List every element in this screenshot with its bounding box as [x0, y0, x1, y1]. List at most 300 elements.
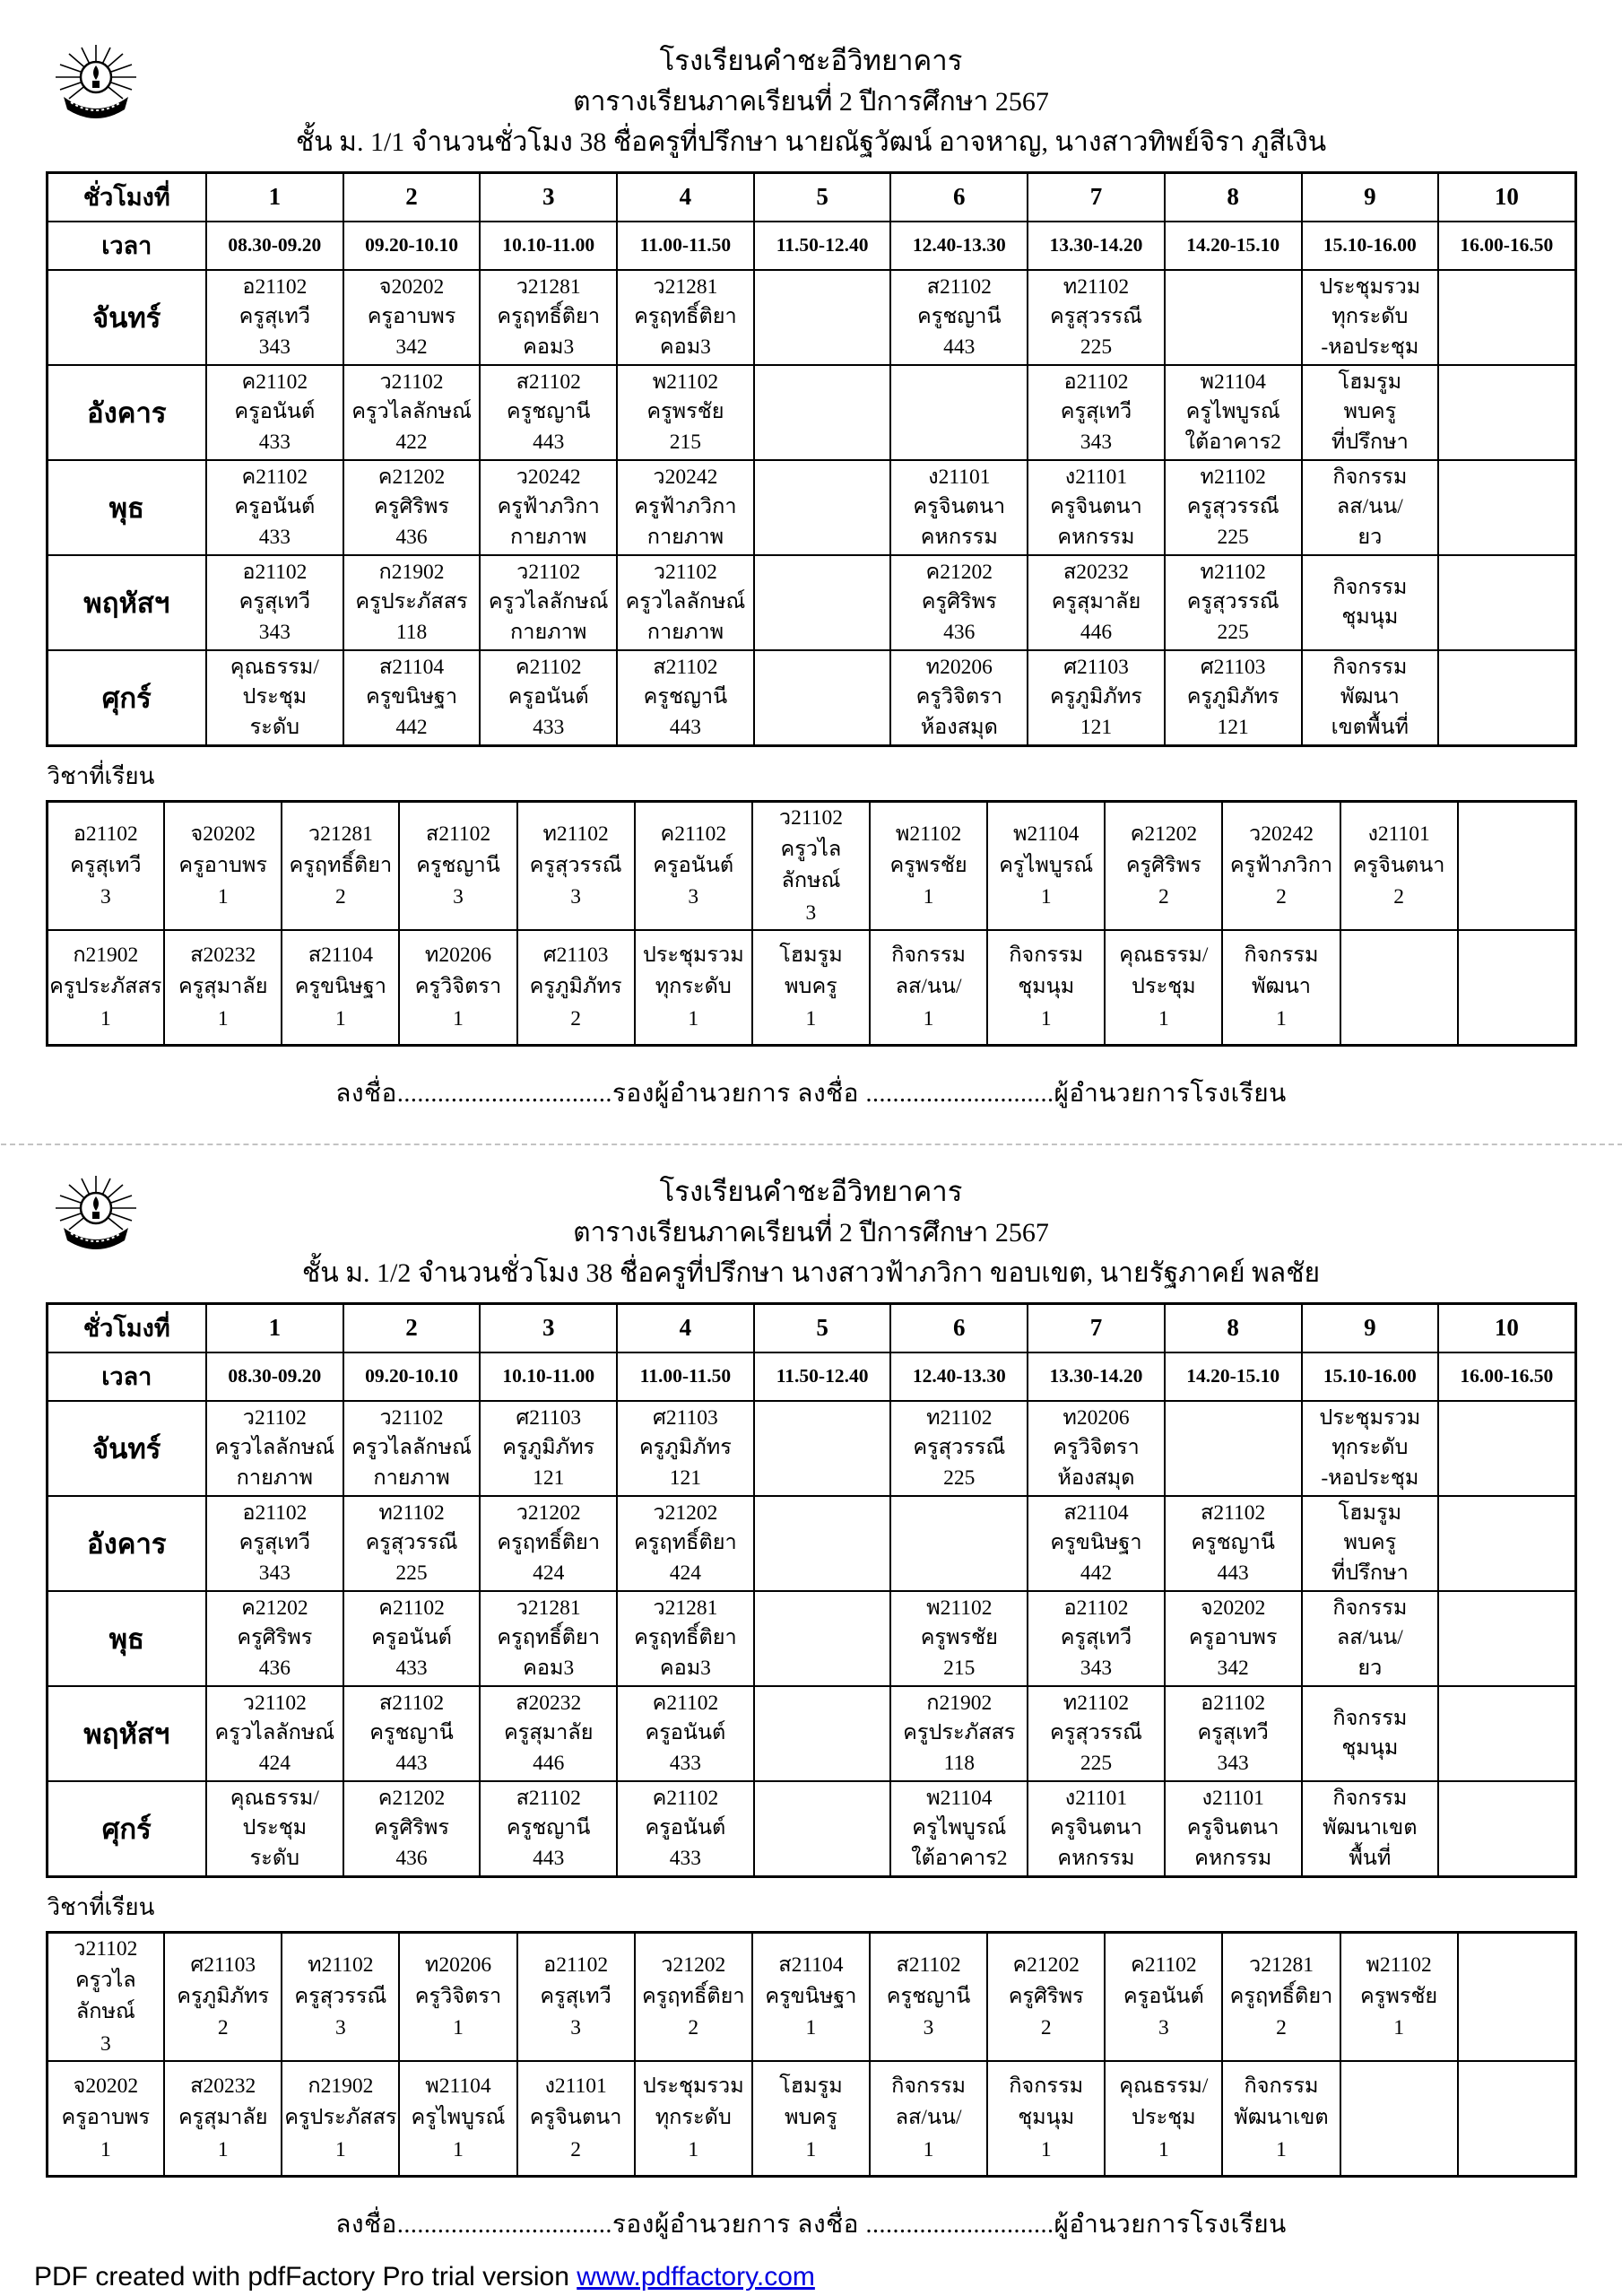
- cell-line: อ21102: [242, 1500, 308, 1525]
- school-logo-icon: [51, 43, 141, 126]
- cell-line: ครูจินตนา: [913, 495, 1006, 519]
- lesson-cell: [617, 1591, 754, 1686]
- cell-line: พ21102: [652, 370, 719, 394]
- time-range: 10.10-11.00: [480, 1352, 617, 1401]
- period-number: 3: [480, 1303, 617, 1352]
- lesson-cell: [1165, 460, 1302, 555]
- cell-line: 225: [1217, 620, 1249, 644]
- lesson-cell: [1438, 1401, 1575, 1496]
- time-range: 09.20-10.10: [343, 1352, 481, 1401]
- cell-line: ครูขนิษฐา: [765, 1984, 857, 2008]
- cell-line: ครูอาบพร: [367, 305, 456, 329]
- lesson-cell: [754, 1496, 891, 1591]
- cell-line: 2: [570, 1006, 581, 1031]
- cell-line: ส20232: [1063, 560, 1130, 584]
- cell-line: ครูวิจิตรา: [414, 1984, 502, 2008]
- lesson-cell: [1438, 1686, 1575, 1781]
- lesson-cell: [617, 270, 754, 365]
- lesson-cell: [890, 365, 1028, 460]
- period-number: 5: [754, 172, 891, 222]
- cell-line: ส21102: [516, 1786, 581, 1810]
- cell-line: ครูชญานี: [916, 305, 1002, 329]
- cell-line: 215: [669, 430, 702, 454]
- cell-line: เขตพื้นที่: [1331, 715, 1409, 739]
- cell-line: กิจกรรม: [891, 944, 967, 968]
- period-number: 4: [617, 1303, 754, 1352]
- subject-cell: [1222, 1932, 1340, 2061]
- lesson-cell: [1302, 365, 1439, 460]
- lesson-cell: [1302, 1496, 1439, 1591]
- cell-line: 1: [217, 2137, 229, 2161]
- cell-line: 3: [923, 2016, 934, 2039]
- cell-line: ครูวไลลักษณ์: [214, 1436, 335, 1460]
- lesson-cell: [1302, 1781, 1439, 1877]
- lesson-cell: [754, 1591, 891, 1686]
- term-title: ตารางเรียนภาคเรียนที่ 2 ปีการศึกษา 2567: [573, 86, 1049, 117]
- period-number: 8: [1165, 172, 1302, 222]
- time-range: 13.30-14.20: [1028, 1352, 1165, 1401]
- cell-line: 3: [570, 2016, 581, 2039]
- cell-line: ท20206: [925, 655, 993, 679]
- cell-line: กายภาพ: [510, 525, 587, 549]
- lesson-cell: [480, 270, 617, 365]
- lesson-cell: [1302, 460, 1439, 555]
- subject-cell: [987, 2061, 1105, 2177]
- cell-line: ครูสุวรรณี: [1050, 1721, 1142, 1745]
- school-name: โรงเรียนคำชะอีวิทยาคาร: [659, 1175, 963, 1207]
- subject-cell: [987, 930, 1105, 1046]
- cell-line: 121: [1217, 715, 1249, 739]
- cell-line: คอม3: [659, 335, 711, 359]
- class-info: ชั้น ม. 1/1 จำนวนชั่วโมง 38 ชื่อครูที่ปรึกษา นายณัฐวัฒน์ อาจหาญ, นางสาวทิพย์จิรา ภูสีเงิน: [295, 126, 1327, 157]
- day-name: พฤหัสฯ: [47, 555, 206, 650]
- cell-line: ประชุมรวม: [1319, 1405, 1421, 1430]
- timetable-section-m1-1: [46, 41, 1577, 1113]
- cell-line: ว21281: [516, 1596, 581, 1620]
- lesson-cell: [1302, 650, 1439, 746]
- cell-line: กายภาพ: [510, 620, 587, 644]
- cell-line: 1: [100, 2137, 111, 2161]
- cell-line: ศ21103: [516, 1405, 582, 1430]
- cell-line: 3: [100, 885, 111, 909]
- lesson-cell: [1028, 1496, 1165, 1591]
- cell-line: กิจกรรม: [1332, 465, 1408, 489]
- period-header: ชั่วโมงที่: [47, 1303, 206, 1352]
- cell-line: ค21102: [241, 370, 308, 394]
- lesson-cell: [754, 650, 891, 746]
- lesson-cell: [480, 1686, 617, 1781]
- cell-line: ครูฤทธิ์ติยา: [641, 1984, 745, 2008]
- cell-line: 2: [688, 2016, 699, 2039]
- cell-line: ครูสุวรรณี: [294, 1984, 387, 2008]
- lesson-cell: [1438, 460, 1575, 555]
- subject-cell: [517, 801, 635, 930]
- cell-line: ครูพรชัย: [646, 400, 724, 424]
- period-number: 9: [1302, 172, 1439, 222]
- pdffactory-link[interactable]: www.pdffactory.com: [577, 2262, 815, 2292]
- lesson-cell: [890, 1496, 1028, 1591]
- cell-line: 1: [100, 1006, 111, 1031]
- cell-line: กายภาพ: [373, 1465, 450, 1490]
- cell-line: ศ21103: [1200, 655, 1266, 679]
- cell-line: 1: [1040, 885, 1052, 909]
- cell-line: ครูวิจิตรา: [915, 685, 1002, 709]
- cell-line: ว20242: [516, 465, 581, 489]
- lesson-cell: [343, 460, 481, 555]
- subjects-table-m1-2: [46, 1931, 1577, 2178]
- lesson-cell: [1438, 1496, 1575, 1591]
- subject-cell: [517, 2061, 635, 2177]
- cell-line: ครูประภัสสร: [284, 2106, 397, 2130]
- cell-line: ว21102: [379, 370, 444, 394]
- cell-line: ประชุม: [242, 685, 308, 709]
- cell-line: 443: [533, 1846, 565, 1870]
- lesson-cell: [1302, 555, 1439, 650]
- day-row: [47, 1781, 1575, 1877]
- cell-line: ครูฟ้าภวิกา: [634, 495, 737, 519]
- school-logo-icon: [51, 1174, 141, 1257]
- cell-line: กิจกรรม: [1009, 2074, 1084, 2098]
- period-number: 7: [1028, 172, 1165, 222]
- subject-cell: [282, 1932, 399, 2061]
- cell-line: กิจกรรม: [1332, 1706, 1408, 1730]
- cell-line: ครูอนันต์: [507, 685, 589, 709]
- time-range: 12.40-13.30: [890, 222, 1028, 270]
- cell-line: ค21102: [652, 1691, 719, 1715]
- cell-line: 225: [1080, 1751, 1113, 1775]
- cell-line: 1: [923, 1006, 934, 1031]
- lesson-cell: [890, 270, 1028, 365]
- cell-line: 436: [395, 1846, 428, 1870]
- lesson-cell: [480, 650, 617, 746]
- cell-line: 446: [533, 1751, 565, 1775]
- lesson-cell: [754, 1401, 891, 1496]
- subject-cell: [399, 2061, 516, 2177]
- cell-line: ครูสุมาลัย: [1051, 590, 1141, 614]
- cell-line: ว21202: [653, 1500, 718, 1525]
- cell-line: ประชุมรวม: [642, 2074, 744, 2098]
- cell-line: ครูภูมิภัทร: [1186, 685, 1279, 709]
- cell-line: พ21102: [895, 822, 962, 846]
- cell-line: 3: [1158, 2016, 1169, 2039]
- cell-line: 3: [570, 885, 581, 909]
- lesson-cell: [1302, 1686, 1439, 1781]
- subject-cell: [752, 1932, 870, 2061]
- cell-line: 2: [334, 885, 346, 909]
- cell-line: ท21102: [1063, 1691, 1130, 1715]
- cell-line: คหกรรม: [1057, 525, 1135, 549]
- cell-line: 342: [395, 335, 428, 359]
- cell-line: ครูอนันต์: [653, 853, 734, 877]
- day-row: [47, 1401, 1575, 1496]
- cell-line: ศ21103: [190, 1952, 256, 1977]
- cell-line: พบครู: [785, 975, 837, 999]
- cell-line: คหกรรม: [920, 525, 998, 549]
- pdf-footer-text: PDF created with pdfFactory Pro trial version: [34, 2262, 577, 2292]
- cell-line: ท21102: [1200, 465, 1266, 489]
- cell-line: ครูจินตนา: [1186, 1816, 1279, 1840]
- lesson-cell: [206, 555, 343, 650]
- cell-line: ค21202: [377, 1786, 446, 1810]
- cell-line: คอม3: [523, 1656, 575, 1680]
- cell-line: ห้องสมุด: [1057, 1465, 1135, 1490]
- cell-line: ครูประภัสสร: [903, 1721, 1016, 1745]
- lesson-cell: [343, 1591, 481, 1686]
- period-number: 6: [890, 1303, 1028, 1352]
- cell-line: ทุกระดับ: [1331, 1436, 1409, 1460]
- cell-line: ค21102: [378, 1596, 445, 1620]
- cell-line: ทุกระดับ: [655, 975, 732, 999]
- cell-line: ครูสุเทวี: [1060, 1626, 1132, 1650]
- cell-line: 225: [1217, 525, 1249, 549]
- cell-line: 2: [1040, 2016, 1052, 2039]
- cell-line: ครูชญานี: [643, 685, 728, 709]
- period-number: 1: [206, 1303, 343, 1352]
- cell-line: ง21101: [1367, 822, 1430, 846]
- lesson-cell: [890, 460, 1028, 555]
- cell-line: ครูสุมาลัย: [178, 975, 268, 999]
- cell-line: ค21202: [1130, 822, 1198, 846]
- subject-cell: [164, 930, 282, 1046]
- day-row: [47, 270, 1575, 365]
- day-name: พฤหัสฯ: [47, 1686, 206, 1781]
- cell-line: 2: [1158, 885, 1169, 909]
- cell-line: ครูไพบูรณ์: [1185, 400, 1280, 424]
- cell-line: ครูศิริพร: [1008, 1984, 1084, 2008]
- cell-line: ครูสุวรรณี: [1050, 305, 1142, 329]
- cell-line: โฮมรูม: [1338, 1500, 1402, 1525]
- cell-line: อ21102: [1201, 1691, 1266, 1715]
- subject-cell: [47, 1932, 164, 2061]
- cell-line: ครูอนันต์: [371, 1626, 452, 1650]
- cell-line: ส21102: [1201, 1500, 1266, 1525]
- time-range: 11.50-12.40: [754, 222, 891, 270]
- day-row: [47, 650, 1575, 746]
- cell-line: ประชุม: [1132, 975, 1196, 999]
- cell-line: จ20202: [378, 274, 445, 299]
- lesson-cell: [343, 1781, 481, 1877]
- cell-line: ครูจินตนา: [1050, 1816, 1142, 1840]
- cell-line: ครูชญานี: [886, 1984, 971, 2008]
- cell-line: ครูจินตนา: [529, 2106, 622, 2130]
- subject-cell: [164, 801, 282, 930]
- cell-line: 442: [1080, 1561, 1113, 1585]
- cell-line: ครูชญานี: [1191, 1531, 1275, 1555]
- cell-line: ทุกระดับ: [1331, 305, 1409, 329]
- subject-cell: [164, 1932, 282, 2061]
- cell-line: 436: [258, 1656, 291, 1680]
- cell-line: 436: [943, 620, 976, 644]
- time-header: เวลา: [47, 222, 206, 270]
- cell-line: ทุกระดับ: [655, 2106, 732, 2130]
- cell-line: ง21101: [1064, 465, 1128, 489]
- cell-line: ใต้อาคาร2: [911, 1846, 1008, 1870]
- cell-line: ครูฤทธิ์ติยา: [497, 1531, 601, 1555]
- cell-line: ง21101: [544, 2074, 607, 2098]
- cell-line: ศ21103: [653, 1405, 718, 1430]
- cell-line: ง21101: [1201, 1786, 1264, 1810]
- lesson-cell: [754, 1781, 891, 1877]
- cell-line: ครูอนันต์: [234, 495, 316, 519]
- subjects-label: วิชาที่เรียน: [47, 762, 155, 789]
- cell-line: พ21104: [1013, 822, 1080, 846]
- lesson-cell: [343, 365, 481, 460]
- lesson-cell: [1302, 1591, 1439, 1686]
- cell-line: พ21102: [1366, 1952, 1432, 1977]
- lesson-cell: [480, 1591, 617, 1686]
- cell-line: ส21104: [778, 1952, 844, 1977]
- cell-line: 3: [100, 2031, 111, 2056]
- cell-line: ครูภูมิภัทร: [1050, 685, 1142, 709]
- cell-line: พัฒนาเขต: [1323, 1816, 1418, 1840]
- lesson-cell: [754, 365, 891, 460]
- cell-line: พ21104: [926, 1786, 993, 1810]
- cell-line: ครูศิริพร: [374, 495, 450, 519]
- cell-line: ครูฤทธิ์ติยา: [634, 1626, 737, 1650]
- lesson-cell: [343, 1496, 481, 1591]
- cell-line: พัฒนา: [1251, 975, 1311, 999]
- day-name: ศุกร์: [47, 1781, 206, 1877]
- time-range: 08.30-09.20: [206, 222, 343, 270]
- cell-line: ท20206: [1063, 1405, 1130, 1430]
- cell-line: ว21202: [661, 1952, 726, 1977]
- cell-line: ศ21103: [1063, 655, 1129, 679]
- subject-cell: [1105, 930, 1222, 1046]
- cell-line: ส21102: [516, 370, 581, 394]
- subject-cell: [1458, 801, 1575, 930]
- time-range: 09.20-10.10: [343, 222, 481, 270]
- subject-cell: [987, 1932, 1105, 2061]
- cell-line: ว21102: [242, 1691, 307, 1715]
- lesson-cell: [1165, 270, 1302, 365]
- cell-line: 433: [533, 715, 565, 739]
- cell-line: พัฒนา: [1340, 685, 1400, 709]
- lesson-cell: [1028, 1591, 1165, 1686]
- cell-line: 424: [533, 1561, 565, 1585]
- cell-line: จ20202: [73, 2074, 139, 2098]
- subjects-label: วิชาที่เรียน: [47, 1893, 155, 1920]
- cell-line: 2: [570, 2137, 581, 2161]
- cell-line: 1: [1393, 2016, 1404, 2039]
- cell-line: ครูสุวรรณี: [365, 1531, 458, 1555]
- cell-line: คอม3: [523, 335, 575, 359]
- cell-line: ที่ปรึกษา: [1331, 1561, 1409, 1585]
- lesson-cell: [206, 650, 343, 746]
- subject-cell: [1340, 930, 1458, 1046]
- cell-line: ครูสุเทวี: [239, 305, 311, 329]
- cell-line: ง21101: [928, 465, 991, 489]
- lesson-cell: [1165, 650, 1302, 746]
- day-row: [47, 1496, 1575, 1591]
- subject-cell: [164, 2061, 282, 2177]
- cell-line: ครูสุมาลัย: [178, 2106, 268, 2130]
- cell-line: โฮมรูม: [779, 944, 843, 968]
- cell-line: ท20206: [424, 944, 492, 968]
- cell-line: ค21102: [241, 465, 308, 489]
- cell-line: ที่ปรึกษา: [1331, 430, 1409, 454]
- cell-line: อ21102: [1063, 370, 1129, 394]
- cell-line: ว21102: [242, 1405, 307, 1430]
- lesson-cell: [890, 1401, 1028, 1496]
- cell-line: ชุมนุม: [1018, 975, 1075, 999]
- cell-line: ว21102: [778, 805, 843, 830]
- subject-cell: [1458, 2061, 1575, 2177]
- cell-line: ครูจินตนา: [1352, 853, 1445, 877]
- time-range: 14.20-15.10: [1165, 1352, 1302, 1401]
- cell-line: ค21102: [515, 655, 582, 679]
- lesson-cell: [206, 1591, 343, 1686]
- day-name: อังคาร: [47, 1496, 206, 1591]
- cell-line: ส21102: [425, 822, 491, 846]
- time-range: 08.30-09.20: [206, 1352, 343, 1401]
- cell-line: ครูภูมิภัทร: [502, 1436, 595, 1460]
- subject-cell: [47, 930, 164, 1046]
- lesson-cell: [1438, 555, 1575, 650]
- cell-line: ส21104: [378, 655, 445, 679]
- lesson-cell: [617, 1496, 754, 1591]
- cell-line: 1: [453, 2016, 464, 2039]
- cell-line: ครูอนันต์: [645, 1721, 726, 1745]
- cell-line: 1: [1158, 2137, 1169, 2161]
- subject-cell: [399, 801, 516, 930]
- cell-line: 1: [334, 2137, 346, 2161]
- cell-line: ครูประภัสสร: [49, 975, 162, 999]
- cell-line: ครูไพบูรณ์: [912, 1816, 1007, 1840]
- subject-cell: [1340, 2061, 1458, 2177]
- lesson-cell: [1028, 1686, 1165, 1781]
- cell-line: ครูขนิษฐา: [365, 685, 458, 709]
- cell-line: ครูวไลลักษณ์: [351, 400, 472, 424]
- cell-line: 443: [943, 335, 976, 359]
- cell-line: ครูสุเทวี: [1197, 1721, 1269, 1745]
- lesson-cell: [343, 1401, 481, 1496]
- cell-line: ยว: [1357, 525, 1383, 549]
- time-range: 16.00-16.50: [1438, 222, 1575, 270]
- lesson-cell: [480, 1496, 617, 1591]
- cell-line: กิจกรรม: [1332, 1596, 1408, 1620]
- cell-line: ครูอนันต์: [645, 1816, 726, 1840]
- subject-cell: [399, 930, 516, 1046]
- cell-line: 3: [334, 2016, 346, 2039]
- signature-line: ลงชื่อ................................รองผู้อำนวยการ ลงชื่อ ............................ผู้อำนวยการโรงเรียน: [335, 2210, 1287, 2239]
- cell-line: 1: [805, 1006, 817, 1031]
- cell-line: 1: [688, 1006, 699, 1031]
- cell-line: ครูภูมิภัทร: [529, 975, 622, 999]
- lesson-cell: [206, 1496, 343, 1591]
- cell-line: ครูวไลลักษณ์: [74, 1969, 136, 2024]
- cell-line: 446: [1080, 620, 1113, 644]
- cell-line: ลส/นน/: [1336, 1626, 1403, 1650]
- cell-line: ครูประภัสสร: [355, 590, 468, 614]
- cell-line: ส21104: [1063, 1500, 1129, 1525]
- cell-line: ครูจินตนา: [1050, 495, 1142, 519]
- cell-line: 225: [943, 1465, 976, 1490]
- signature-line: ลงชื่อ................................รองผู้อำนวยการ ลงชื่อ ............................ผู้อำนวยการโรงเรียน: [335, 1079, 1287, 1108]
- cell-line: กิจกรรม: [1332, 575, 1408, 599]
- day-name: จันทร์: [47, 1401, 206, 1496]
- cell-line: ครูฟ้าภวิกา: [497, 495, 600, 519]
- time-range: 12.40-13.30: [890, 1352, 1028, 1401]
- cell-line: ครูวไลลักษณ์: [488, 590, 609, 614]
- period-number: 4: [617, 172, 754, 222]
- subject-cell: [752, 930, 870, 1046]
- cell-line: 343: [258, 335, 291, 359]
- cell-line: ครูขนิษฐา: [1050, 1531, 1142, 1555]
- cell-line: ครูฤทธิ์ติยา: [497, 305, 601, 329]
- day-name: อังคาร: [47, 365, 206, 460]
- cell-line: พบครู: [1343, 1531, 1397, 1555]
- cell-line: 1: [453, 2137, 464, 2161]
